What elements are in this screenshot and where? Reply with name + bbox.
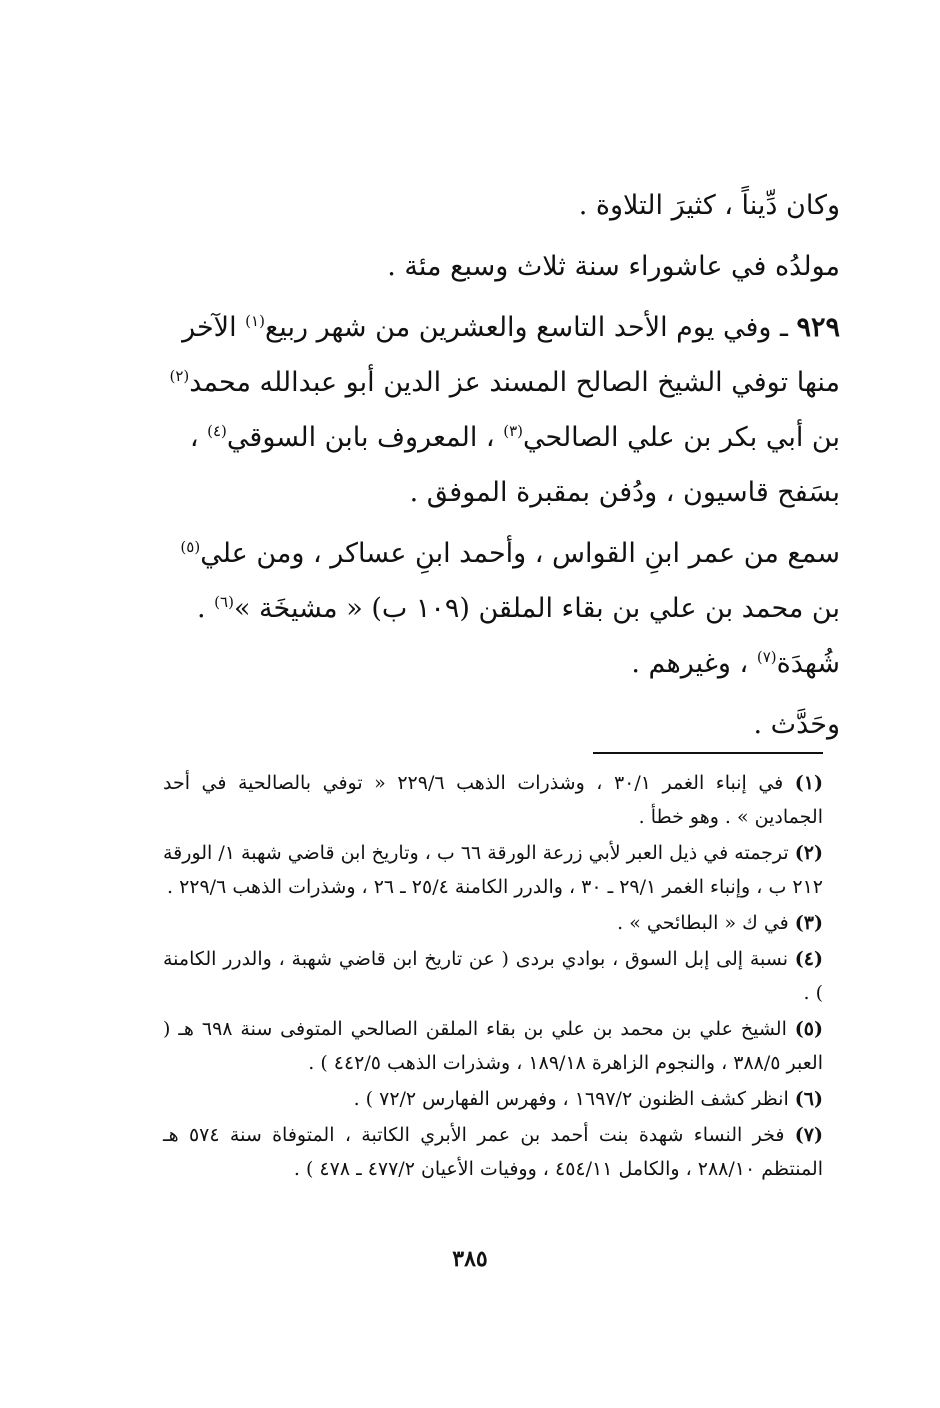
- footnote-ref-6[interactable]: (٦): [214, 593, 234, 611]
- footnote-ref-4[interactable]: (٤): [207, 422, 227, 440]
- footnote-number: (٦): [794, 1088, 823, 1110]
- paragraph-birth: مولدُه في عاشوراء سنة ثلاث وسبع مئة .: [387, 251, 840, 282]
- entry-text: ـ وفي يوم الأحد التاسع والعشرين من شهر ربيع: [264, 312, 797, 343]
- footnote-text: انظر كشف الظنون ١٦٩٧/٢ ، وفهرس الفهارس ٧٢/٢ ) .: [353, 1088, 795, 1110]
- teachers-text: بن محمد بن علي بن بقاء الملقن (١٠٩ ب) « مشيخَة »: [233, 593, 840, 624]
- footnote-text: الشيخ علي بن محمد بن علي بن بقاء الملقن الصالحي المتوفى سنة ٦٩٨ هـ ( العبر ٣٨٨/٥ ، والنجوم الزاهرة ١٨٩/١٨ ، وشذرات الذهب ٤٤٢/٥ ) .: [163, 1018, 823, 1074]
- entry-text: ، المعروف بابن السوقي: [226, 422, 504, 453]
- footnote-ref-3[interactable]: (٣): [503, 422, 524, 440]
- footnote-text: نسبة إلى إبل السوق ، بوادي بردى ( عن تاريخ ابن قاضي شهبة ، والدرر الكامنة ) .: [163, 948, 823, 1004]
- page-number: ٣٨٥: [452, 1246, 488, 1272]
- footnote-6: [163, 1082, 823, 1116]
- footnote-7: [163, 1118, 823, 1186]
- teachers-text: سمع من عمر ابنِ القواس ، وأحمد ابنِ عساكر ، ومن علي: [200, 538, 840, 569]
- entry-text: ، بسَفح قاسيون ، ودُفن بمقبرة الموفق .: [189, 422, 840, 508]
- teachers-text: . شُهدَة: [196, 593, 840, 679]
- footnote-number: (١): [794, 772, 823, 794]
- footnote-ref-5[interactable]: (٥): [180, 538, 201, 556]
- entry-929: [160, 300, 840, 520]
- footnote-number: (٢): [794, 842, 823, 864]
- footnote-1: [163, 766, 823, 834]
- footnote-text: ترجمته في ذيل العبر لأبي زرعة الورقة ٦٦ ب ، وتاريخ ابن قاضي شهبة ١/ الورقة ٢١٢ ب ، وإنباء الغمر ٢٩/١ ـ ٣٠ ، والدرر الكامنة ٢٥/٤ ـ ٢٦ ، وشذرات الذهب ٢٢٩/٦ .: [163, 842, 823, 898]
- footnote-5: [163, 1012, 823, 1080]
- footnote-ref-7[interactable]: (٧): [756, 648, 777, 666]
- entry-text: الآخر منها توفي الشيخ الصالح المسند عز الدين أبو عبدالله محمد: [182, 312, 840, 398]
- footnote-2: [163, 836, 823, 904]
- entry-number: ٩٢٩: [796, 312, 840, 343]
- footnote-4: [163, 942, 823, 1010]
- footnote-text: في ك « البطائحي » .: [617, 912, 795, 934]
- paragraph-narrated: وحَدَّث .: [753, 709, 840, 740]
- footnote-number: (٥): [794, 1018, 824, 1040]
- footnotes-section: [163, 766, 823, 1188]
- footnote-number: (٧): [794, 1124, 823, 1146]
- footnote-ref-1[interactable]: (١): [245, 312, 265, 330]
- footnote-ref-2[interactable]: (٢): [169, 367, 190, 385]
- footnote-divider: [593, 752, 823, 754]
- footnote-number: (٤): [794, 948, 823, 970]
- main-text: [160, 178, 840, 758]
- footnote-number: (٣): [794, 912, 823, 934]
- footnote-text: فخر النساء شهدة بنت أحمد بن عمر الأبري الكاتبة ، المتوفاة سنة ٥٧٤ هـ المنتظم ٢٨٨/١٠ ، والكامل ٤٥٤/١١ ، ووفيات الأعيان ٤٧٧/٢ ـ ٤٧٨ ) .: [163, 1124, 823, 1180]
- teachers-text: ، وغيرهم .: [631, 648, 757, 679]
- footnote-text: في إنباء الغمر ٣٠/١ ، وشذرات الذهب ٢٢٩/٦ « توفي بالصالحية في أحد الجمادين » . وهو خطأ .: [163, 772, 823, 828]
- paragraph-teachers: [160, 526, 840, 691]
- footnote-3: [163, 906, 823, 940]
- entry-text: بن أبي بكر بن علي الصالحي: [523, 422, 840, 453]
- paragraph-religious: وكان دِّيناً ، كثيرَ التلاوة .: [578, 190, 840, 221]
